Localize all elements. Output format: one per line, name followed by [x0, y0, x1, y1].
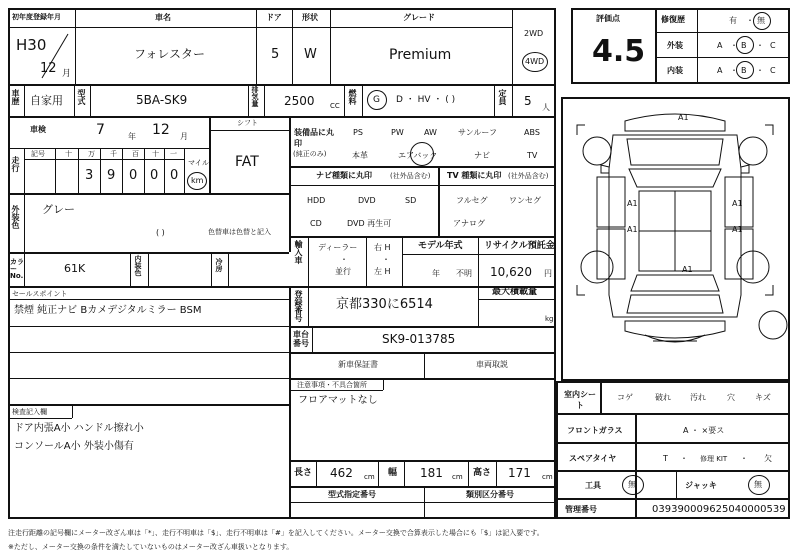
import-right-h: 右 H	[374, 243, 391, 252]
spare-none: 欠	[764, 454, 772, 463]
repair-label: 修復歴	[661, 15, 685, 24]
ext-c: C	[770, 41, 776, 50]
vehicle-manual: 車両取説	[476, 360, 508, 369]
repair-no: 無	[757, 16, 765, 25]
glass-value: A ・ ×要ス	[683, 426, 725, 435]
inspector-line2: コンソールA小 外装小傷有	[14, 441, 134, 452]
damage-a1-right-front: A1	[732, 199, 743, 208]
damage-a1-roof: A1	[678, 113, 689, 122]
color-note: 色替車は色替と記入	[208, 228, 271, 236]
equipment-sub: (純正のみ)	[293, 150, 327, 158]
equip-leather: 本革	[352, 151, 368, 160]
score-label: 評価点	[596, 14, 620, 23]
seat-tear: 破れ	[655, 393, 671, 402]
inspector-label: 検査記入欄	[12, 408, 47, 416]
digit-label-1: 万	[88, 150, 95, 158]
length-label: 長さ	[294, 468, 313, 478]
recycle-value: 10,620	[490, 265, 532, 279]
inspection-month-unit: 月	[180, 132, 188, 141]
inspection-label: 車検	[30, 125, 46, 134]
import-parallel: 並行	[335, 267, 351, 276]
width-label: 幅	[388, 468, 398, 478]
drive-2wd: 2WD	[524, 29, 544, 38]
interior-label: 内装	[667, 66, 683, 75]
tv-label: TV 種類に丸印	[447, 171, 502, 180]
navi-label: ナビ種類に丸印	[316, 171, 372, 180]
equip-airbag: エアバック	[398, 151, 438, 160]
navi-cd: CD	[310, 219, 322, 228]
footer-line2: ※ただし、メーター交換の条件を満たしていないものはメーター改ざん車扱いとなります。	[8, 543, 294, 551]
drive-4wd: 4WD	[525, 57, 545, 66]
digit-label-5: 一	[170, 150, 177, 158]
model-label: 型式	[77, 89, 86, 105]
model-year-unknown: 不明	[456, 269, 472, 278]
digit-4: 0	[170, 168, 179, 183]
recycle-label: リサイクル預託金	[484, 241, 555, 251]
digit-3: 0	[150, 168, 159, 183]
max-load-label: 最大積載量	[492, 287, 538, 297]
door-value: 5	[271, 47, 280, 62]
tv-fullseg: フルセグ	[456, 196, 488, 205]
exterior-label: 外装	[667, 41, 683, 50]
door-label: ドア	[266, 13, 282, 22]
tool-label: 工具	[585, 481, 601, 490]
month-unit: 月	[62, 69, 72, 79]
color-no-label: カラーNo.	[10, 258, 24, 280]
import-dealer: ディーラー	[318, 243, 358, 252]
int-c: C	[770, 66, 776, 75]
ext-dot1: ・	[730, 41, 738, 50]
notes-label: 注意事項・不具合箇所	[297, 381, 367, 389]
spare-dot2: ・	[740, 454, 748, 463]
color-value: グレー	[42, 203, 75, 216]
reg-label: 登録番号	[294, 290, 303, 322]
chassis-value: SK9-013785	[382, 332, 456, 346]
mgmt-value: 039390009625040000539	[652, 504, 786, 515]
sign-label: 記号	[31, 150, 45, 158]
glass-label: フロントガラス	[567, 426, 623, 435]
footer-line1: 注走行距離の記号欄にメーター改ざん車は「*」、走行不明車は「$」、走行不明車は「#」を記入してください。メーター交換で合算表示した場合にも「$」は記入要です。	[8, 529, 544, 537]
era-year: H30	[16, 36, 47, 54]
ext-b: B	[741, 41, 747, 50]
navi-dvd-play: DVD 再生可	[347, 219, 392, 228]
equip-abs: ABS	[524, 128, 540, 137]
capacity-label: 定員	[498, 89, 507, 105]
fuel-others: D ・ HV ・ ( )	[396, 95, 456, 105]
shape-value: W	[304, 47, 317, 62]
height-unit: cm	[542, 473, 553, 481]
reg-value: 京都330に6514	[336, 297, 433, 312]
equip-navi: ナビ	[474, 151, 490, 160]
cold-label: 冷房	[215, 258, 223, 272]
shift-value: FAT	[235, 154, 259, 170]
equipment-label: 装備品に丸印	[294, 128, 334, 149]
interior-color-label: 内装色	[134, 255, 142, 276]
digit-1: 9	[107, 168, 116, 183]
inspector-line1: ドア内張A小 ハンドル擦れ小	[14, 423, 144, 434]
model-year-label: モデル年式	[418, 241, 463, 251]
reg-month: 12	[40, 61, 57, 76]
spare-kit: 修理 KIT	[700, 455, 728, 463]
navi-sd: SD	[405, 196, 417, 205]
repair-dot: ・	[746, 16, 754, 25]
digit-label-4: 十	[152, 150, 159, 158]
tv-analog: アナログ	[453, 219, 485, 228]
new-warranty: 新車保証書	[338, 360, 378, 369]
fuel-label: 燃料	[348, 89, 357, 105]
first-reg-label: 初年度登録年月	[12, 13, 61, 21]
displacement-value: 2500	[284, 94, 315, 108]
equip-aw: AW	[424, 128, 437, 137]
tv-sub: (社外品含む)	[508, 172, 549, 180]
grade-label: グレード	[403, 13, 435, 22]
shift-label: シフト	[237, 119, 258, 127]
import-dot2: ・	[382, 255, 390, 264]
int-dot1: ・	[730, 66, 738, 75]
color-label: 外装色	[11, 205, 20, 229]
seat-scratch: キズ	[755, 393, 771, 402]
equip-pw: PW	[391, 128, 404, 137]
recycle-yen: 円	[544, 269, 552, 278]
tv-oneseg: ワンセグ	[509, 196, 541, 205]
inspection-month: 12	[152, 122, 170, 138]
usage-value: 自家用	[30, 94, 63, 107]
car-name-value: フォレスター	[134, 47, 206, 61]
digit-label-0: 十	[65, 150, 72, 158]
sales-point-label: セールスポイント	[12, 290, 68, 298]
damage-a1-right-rear: A1	[732, 225, 743, 234]
digit-label-3: 百	[132, 150, 139, 158]
capacity-value: 5	[524, 94, 532, 108]
digit-2: 0	[129, 168, 138, 183]
equip-ps: PS	[353, 128, 363, 137]
int-a: A	[717, 66, 723, 75]
navi-hdd: HDD	[307, 196, 326, 205]
import-dot1: ・	[340, 255, 348, 264]
car-diagram	[563, 99, 788, 379]
damage-a1-rear: A1	[682, 265, 693, 274]
model-year-unit: 年	[432, 269, 440, 278]
color-paren: ( )	[156, 228, 165, 237]
jack-value: 無	[754, 480, 762, 489]
import-label: 輸入車	[294, 240, 303, 264]
mile-label: マイル	[188, 159, 209, 167]
inspection-year-unit: 年	[128, 132, 136, 141]
repair-yes: 有	[729, 16, 737, 25]
seat-label: 室内シート	[564, 390, 596, 411]
seat-dirt: 汚れ	[690, 393, 706, 402]
height-label: 高さ	[473, 468, 492, 478]
jack-label: ジャッキ	[685, 481, 717, 490]
grade-value: Premium	[389, 47, 452, 63]
spare-label: スペアタイヤ	[569, 454, 617, 463]
damage-a1-left-front: A1	[627, 199, 638, 208]
width-unit: cm	[452, 473, 463, 481]
shape-label: 形状	[302, 13, 318, 22]
int-b: B	[741, 66, 747, 75]
tool-value: 無	[628, 480, 636, 489]
spare-dot1: ・	[680, 454, 688, 463]
equip-tv: TV	[527, 151, 538, 160]
equip-sunroof: サンルーフ	[458, 128, 497, 137]
usage-label: 車歴	[11, 89, 20, 105]
length-value: 462	[330, 466, 353, 480]
color-no-value: 61K	[64, 262, 86, 275]
notes-value: フロアマットなし	[298, 395, 378, 406]
km-label: km	[191, 176, 204, 185]
digit-0: 3	[85, 168, 94, 183]
chassis-label: 車台番号	[293, 330, 309, 348]
ext-a: A	[717, 41, 723, 50]
mileage-label: 走行	[11, 156, 20, 172]
navi-sub: (社外品含む)	[390, 172, 431, 180]
seat-hole: 穴	[727, 393, 735, 402]
ext-dot2: ・	[756, 41, 764, 50]
car-name-label: 車名	[155, 13, 171, 22]
type-number-label: 型式指定番号	[328, 490, 376, 499]
width-value: 181	[420, 466, 443, 480]
seat-burn: コゲ	[617, 393, 633, 402]
navi-dvd: DVD	[358, 196, 376, 205]
length-unit: cm	[364, 473, 375, 481]
kg-unit: kg	[545, 315, 554, 323]
model-value: 5BA-SK9	[136, 93, 188, 107]
spare-t: T	[663, 454, 668, 463]
capacity-unit: 人	[542, 103, 550, 112]
sales-point-text: 禁煙 純正ナビ Bカメデジタルミラー BSM	[14, 305, 202, 316]
class-number-label: 類別区分番号	[466, 490, 514, 499]
int-dot2: ・	[756, 66, 764, 75]
height-value: 171	[508, 466, 531, 480]
digit-label-2: 千	[110, 150, 117, 158]
import-left-h: 左 H	[374, 267, 391, 276]
fuel-g: G	[373, 95, 380, 105]
cc-unit: CC	[330, 102, 340, 110]
score-value: 4.5	[592, 34, 646, 69]
mgmt-label: 管理番号	[565, 505, 597, 514]
displacement-label: 排気量	[251, 86, 259, 107]
damage-a1-left-rear: A1	[627, 225, 638, 234]
inspection-year: 7	[96, 122, 105, 138]
